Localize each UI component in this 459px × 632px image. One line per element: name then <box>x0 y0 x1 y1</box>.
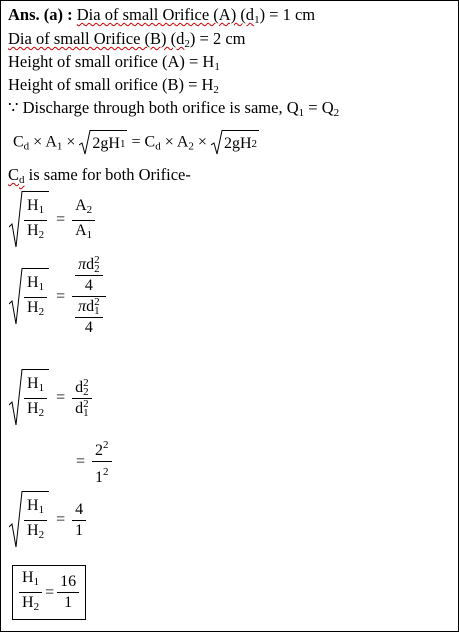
step-root-result: $\frac{H_1}{H_2}$ = $\frac{4}{1}$ <box>9 491 86 549</box>
dia-a-text: Dia of small Orifice (A) (d <box>76 5 255 24</box>
step-area-ratio: $\frac{H_1}{H_2}$ = $\frac{A_2}{A_1}$ <box>9 191 95 249</box>
given-dia-b: Dia of small Orifice (B) $(d_2) = 2$ cm <box>8 29 246 50</box>
step-diameter-ratio: $\frac{H_1}{H_2}$ = d 2 2 d 2 1 <box>9 369 92 427</box>
final-answer-box: $\frac{H_1}{H_2}$ = $\frac{16}{1}$ <box>12 565 86 620</box>
radical: 2gH 1 <box>79 130 127 156</box>
radical: 2gH 2 <box>211 130 259 156</box>
discharge-statement: ∵ Discharge through both orifice is same, $Q_1 = Q_2$ <box>8 98 340 119</box>
cd-same-statement: $C_d$ is same for both Orifice- <box>8 165 191 186</box>
discharge-equation: $C_d \times A_1$ × 2gH 1 = $C_d \times A_2$ × 2gH 2 <box>13 130 259 156</box>
given-dia-a: Ans. (a) : Dia of small Orifice (A) $(d_1) = 1$ cm <box>8 5 316 26</box>
given-height-b: Height of small orifice $(B) = H_2$ <box>8 75 219 96</box>
step-diameter-substitution: $\frac{H_1}{H_2}$ = πd 2 2 4 πd 2 1 4 <box>9 255 106 338</box>
answer-label: Ans. (a) : <box>8 5 73 24</box>
given-height-a: Height of small orifice $(A) = H_1$ <box>8 52 220 73</box>
step-numeric-substitution: = $\frac{2^2}{1^2}$ <box>73 435 112 488</box>
